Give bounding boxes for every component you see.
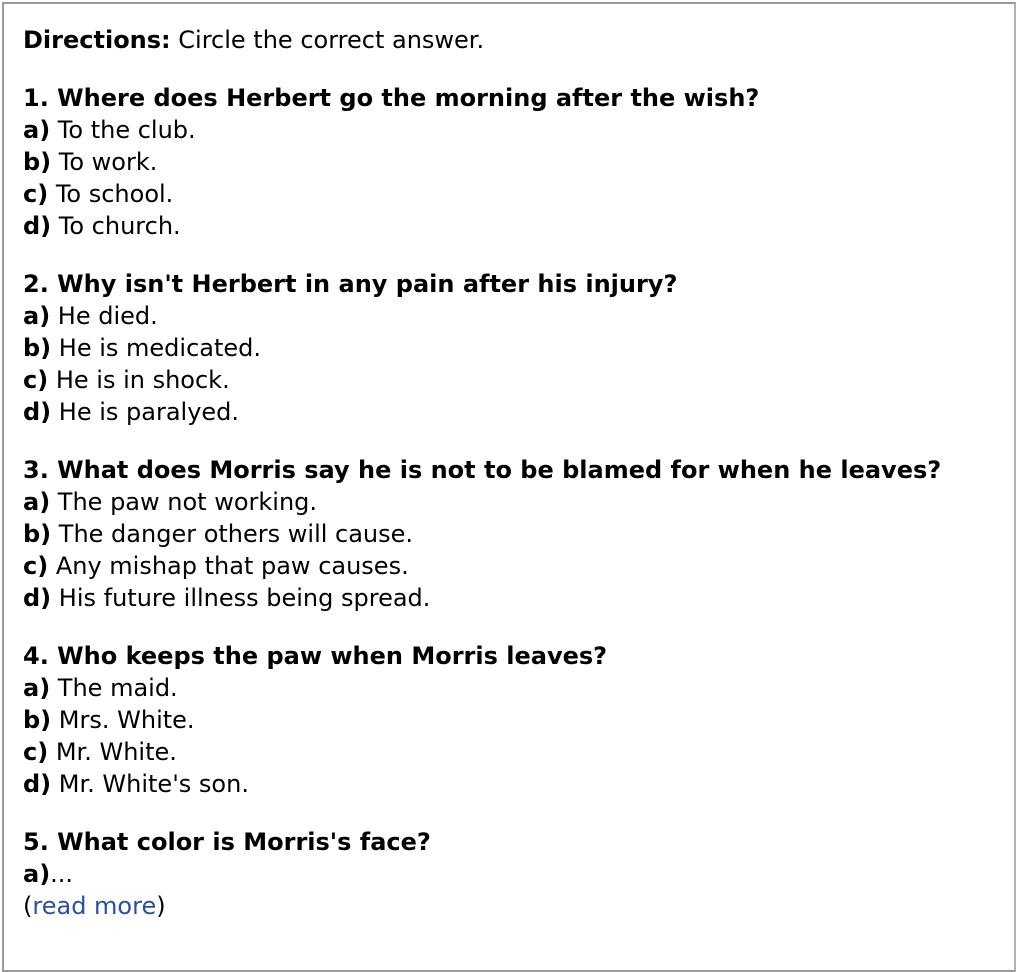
answer-option (23, 396, 941, 428)
worksheet-content (23, 24, 941, 922)
option-text: The danger others will cause. (51, 520, 414, 548)
option-text: To work. (51, 148, 158, 176)
option-text: Mrs. White. (51, 706, 195, 734)
answer-option (23, 768, 941, 800)
option-letter: c) (23, 366, 49, 394)
option-text: The paw not working. (50, 488, 318, 516)
answer-option (23, 550, 941, 582)
answer-option (23, 300, 941, 332)
option-letter: a) (23, 674, 51, 702)
option-letter: c) (23, 180, 49, 208)
option-text: To school. (48, 180, 174, 208)
option-text: ... (50, 860, 74, 888)
question-4 (23, 640, 941, 800)
question-title: 5. What color is Morris's face? (23, 828, 431, 856)
option-text: His future illness being spread. (51, 584, 431, 612)
answer-option (23, 582, 941, 614)
question-5 (23, 826, 941, 890)
option-text: He is in shock. (48, 366, 230, 394)
option-text: The maid. (50, 674, 178, 702)
answer-option (23, 518, 941, 550)
answer-option (23, 332, 941, 364)
read-more-line (23, 890, 941, 922)
option-text: To church. (51, 212, 181, 240)
option-text: Any mishap that paw causes. (48, 552, 409, 580)
answer-option (23, 736, 941, 768)
directions-text: Circle the correct answer. (170, 26, 485, 54)
directions-label: Directions: (23, 26, 171, 54)
answer-option (23, 858, 941, 890)
option-letter: c) (23, 552, 49, 580)
read-more-open-paren: ( (23, 892, 33, 920)
option-letter: d) (23, 212, 52, 240)
answer-option (23, 178, 941, 210)
option-text: Mr. White's son. (51, 770, 249, 798)
option-text: He is paralyed. (51, 398, 240, 426)
option-letter: b) (23, 706, 52, 734)
question-1 (23, 82, 941, 242)
option-letter: a) (23, 488, 51, 516)
option-letter: a) (23, 116, 51, 144)
read-more-close-paren: ) (156, 892, 166, 920)
directions-line (23, 24, 941, 56)
option-letter: a) (23, 302, 51, 330)
option-text: Mr. White. (48, 738, 177, 766)
question-3 (23, 454, 941, 614)
answer-option (23, 704, 941, 736)
answer-option (23, 146, 941, 178)
answer-option (23, 210, 941, 242)
question-2 (23, 268, 941, 428)
worksheet-panel (2, 2, 1016, 972)
option-text: He died. (50, 302, 158, 330)
option-letter: c) (23, 738, 49, 766)
answer-option (23, 114, 941, 146)
answer-option (23, 486, 941, 518)
question-title: 3. What does Morris say he is not to be blamed for when he leaves? (23, 456, 942, 484)
option-letter: b) (23, 334, 52, 362)
answer-option (23, 672, 941, 704)
option-letter: b) (23, 520, 52, 548)
answer-option (23, 364, 941, 396)
option-text: To the club. (50, 116, 196, 144)
question-title: 2. Why isn't Herbert in any pain after his injury? (23, 270, 678, 298)
read-more-link[interactable]: read more (32, 892, 157, 920)
option-letter: d) (23, 398, 52, 426)
question-title: 1. Where does Herbert go the morning after the wish? (23, 84, 760, 112)
question-title: 4. Who keeps the paw when Morris leaves? (23, 642, 608, 670)
option-letter: d) (23, 770, 52, 798)
option-letter: b) (23, 148, 52, 176)
option-letter: a) (23, 860, 51, 888)
option-text: He is medicated. (51, 334, 262, 362)
option-letter: d) (23, 584, 52, 612)
